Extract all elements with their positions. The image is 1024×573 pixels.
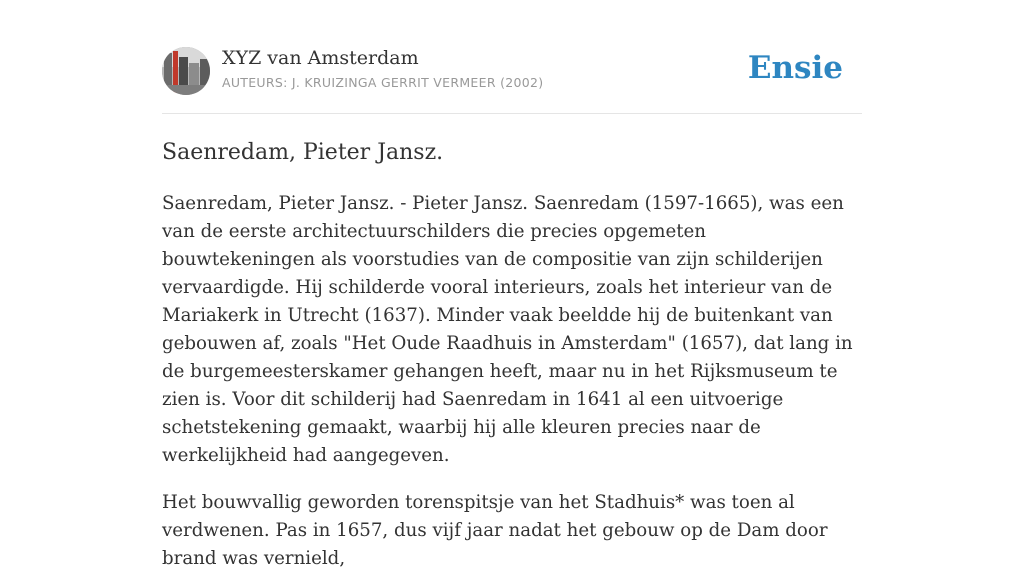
entry-title: Saenredam, Pieter Jansz. [162, 140, 444, 165]
book-authors: AUTEURS: J. KRUIZINGA GERRIT VERMEER (2002) [222, 75, 544, 90]
article-paragraph: Het bouwvallig geworden torenspitsje van het Stadhuis* was toen al verdwenen. Pas in 1657, dus vijf jaar nadat het gebouw op de Dam door brand was vernield, [162, 492, 828, 569]
book-title-link[interactable]: XYZ van Amsterdam [222, 47, 419, 69]
book-cover-avatar[interactable] [162, 47, 210, 95]
article-body [162, 137, 862, 573]
ensie-logo-link[interactable]: Ensie [747, 50, 843, 86]
article-paragraph: Saenredam, Pieter Jansz. - Pieter Jansz. Saenredam (1597-1665), was een van de eerste architectuurschilders die precies opgemeten bouwtekeningen als voorstudies van de compositie van zijn schilderijen vervaardigde. Hij schilderde vooral interieurs, zoals het interieur van de Mariakerk in Utrecht (1637). Minder vaak beeldde hij de buitenkant van gebouwen af, zoals "Het Oude Raadhuis in Amsterdam" (1657), dat lang in de burgemeesterskamer gehangen heeft, maar nu in het Rijksmuseum te zien is. Voor dit schilderij had Saenredam in 1641 al een uitvoerige schetstekening gemaakt, waarbij hij alle kleuren precies naar de werkelijkheid had aangegeven. [162, 193, 853, 466]
book-cover-icon [162, 47, 210, 95]
book-header [162, 46, 862, 96]
header-divider [162, 113, 862, 114]
